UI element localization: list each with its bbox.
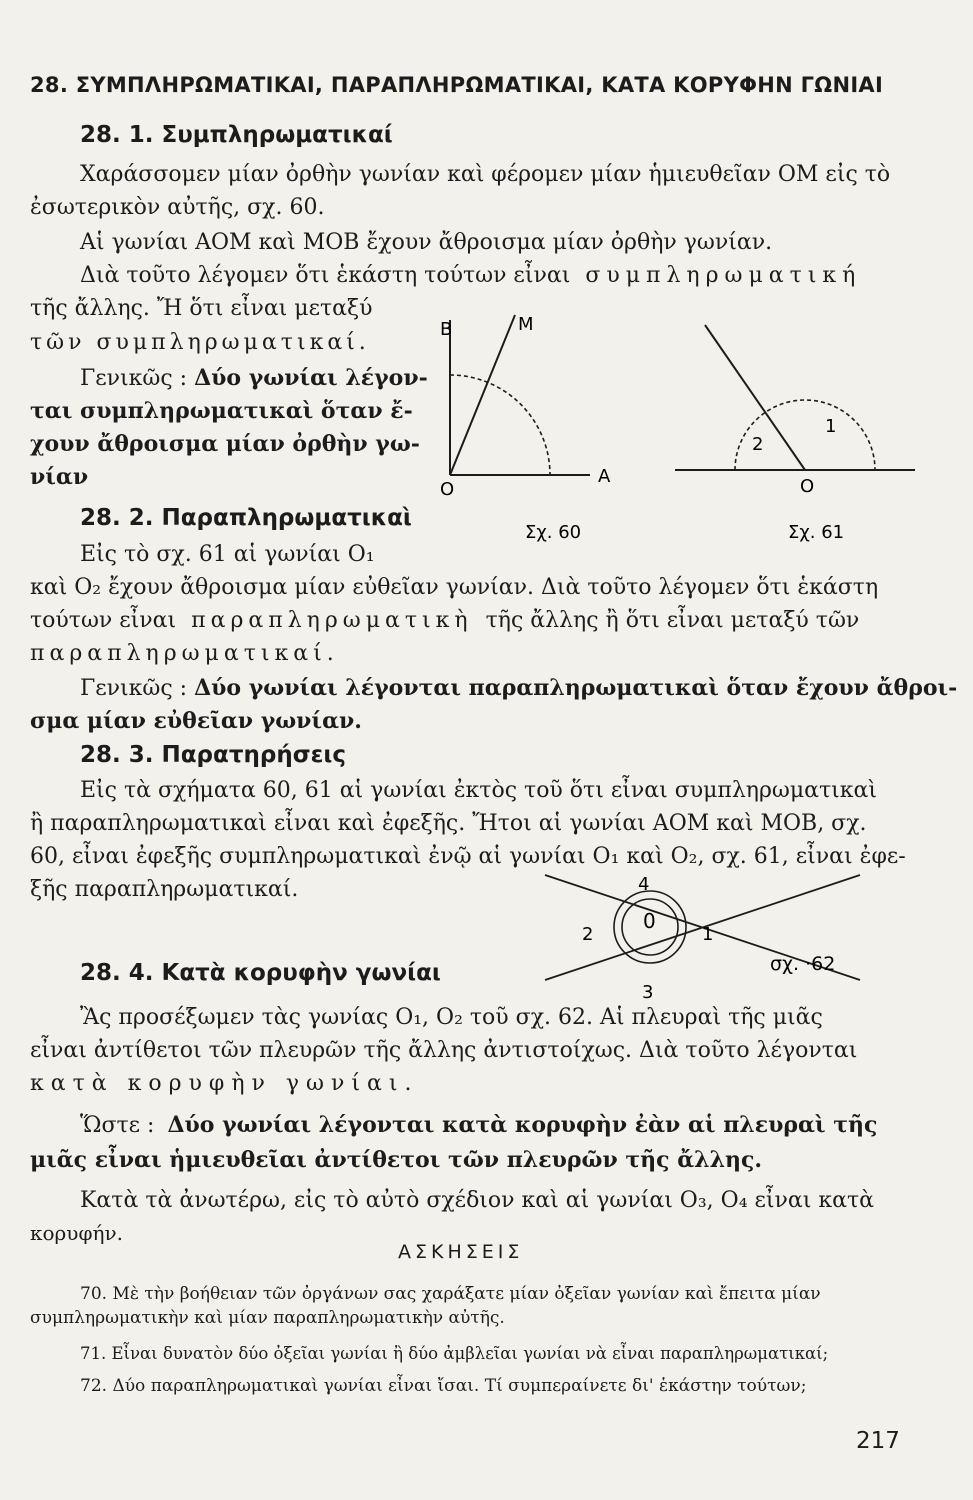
definition-text: Δύο γωνίαι λέγον-: [194, 365, 428, 391]
definition-line: [80, 673, 957, 704]
spaced-term: παραπληρωματικὴ: [191, 608, 473, 633]
definition-label: Ὥστε :: [80, 1113, 155, 1138]
label-1: 1: [702, 924, 714, 945]
paragraph-line: ξῆς παραπληρωματικαί.: [30, 877, 299, 902]
section-title-28-1: 28. 1. Συμπληρωματικαί: [80, 122, 393, 148]
label-m: M: [518, 314, 534, 335]
page-number: 217: [856, 1428, 900, 1454]
label-2: 2: [752, 434, 764, 455]
definition-line: [80, 1110, 877, 1141]
label-b: B: [440, 319, 453, 340]
definition-text: Δύο γωνίαι λέγονται παραπληρωματικαὶ ὅταν ἔχουν ἄθροι-: [194, 675, 958, 701]
definition-line: [80, 363, 428, 394]
section-title-28-4: 28. 4. Κατὰ κορυφὴν γωνίαι: [80, 960, 441, 986]
figure-62: [530, 870, 870, 1010]
figure-62-caption: σχ. ·62: [770, 953, 836, 975]
paragraph-line: Εἰς τὸ σχ. 61 αἱ γωνίαι O₁: [80, 542, 375, 567]
paragraph-line: 60, εἶναι ἐφεξῆς συμπληρωματικαὶ ἐνῷ αἱ γωνίαι O₁ καὶ O₂, σχ. 61, εἶναι ἐφε-: [30, 844, 906, 869]
section-title-28-3: 28. 3. Παρατηρήσεις: [80, 742, 347, 768]
text-span: Διὰ τοῦτο λέγομεν ὅτι ἑκάστη τούτων εἶναι: [80, 263, 571, 288]
spaced-term: συμπληρωματική: [585, 263, 862, 288]
label-center: 0: [643, 909, 656, 933]
exercise-71: 71. Εἶναι δυνατὸν δύο ὀξεῖαι γωνίαι ἢ δύο ἀμβλεῖαι γωνίαι νὰ εἶναι παραπληρωματικαί;: [80, 1344, 829, 1363]
definition-label: Γενικῶς :: [80, 676, 188, 701]
label-3: 3: [642, 982, 654, 1003]
paragraph-line: [80, 261, 861, 291]
exercise-70-cont: συμπληρωματικὴν καὶ μίαν παραπληρωματικὴν αὐτῆς.: [30, 1308, 505, 1328]
text-span: τῆς ἄλλης ἢ ὅτι εἶναι μεταξύ τῶν: [485, 608, 860, 633]
definition-line: χουν ἄθροισμα μίαν ὀρθὴν γω-: [30, 431, 420, 457]
figure-60: [430, 300, 670, 550]
definition-text: Δύο γωνίαι λέγονται κατὰ κορυφὴν ἐὰν αἱ πλευραὶ τῆς: [167, 1112, 878, 1138]
figure-61: [670, 320, 920, 550]
ray-om: [450, 315, 515, 475]
paragraph-line: κορυφήν.: [30, 1221, 123, 1245]
label-o: O: [800, 476, 815, 497]
paragraph-line: καὶ O₂ ἔχουν ἄθροισμα μίαν εὐθεῖαν γωνίαν. Διὰ τοῦτο λέγομεν ὅτι ἑκάστη: [30, 575, 879, 600]
paragraph-line: ἐσωτερικὸν αὐτῆς, σχ. 60.: [30, 195, 325, 220]
label-o: O: [440, 479, 455, 500]
label-2: 2: [582, 924, 594, 945]
label-1: 1: [825, 416, 837, 437]
paragraph-line: Εἰς τὰ σχήματα 60, 61 αἱ γωνίαι ἐκτὸς τοῦ ὅτι εἶναι συμπληρωματικαὶ: [80, 778, 878, 803]
paragraph-line: Αἱ γωνίαι ΑΟΜ καὶ ΜΟΒ ἔχουν ἄθροισμα μίαν ὀρθὴν γωνίαν.: [80, 230, 773, 255]
exercise-70: 70. Μὲ τὴν βοήθειαν τῶν ὀργάνων σας χαράξατε μίαν ὀξεῖαν γωνίαν καὶ ἔπειτα μίαν: [80, 1284, 821, 1304]
exercises-heading: ΑΣΚΗΣΕΙΣ: [398, 1241, 524, 1263]
definition-label: Γενικῶς :: [80, 366, 188, 391]
figure-61-caption: Σχ. 61: [788, 522, 845, 543]
text-span: τούτων εἶναι: [30, 608, 177, 633]
paragraph-line: Ἂς προσέξωμεν τὰς γωνίας O₁, O₂ τοῦ σχ. 62. Αἱ πλευραὶ τῆς μιᾶς: [80, 1005, 823, 1030]
label-4: 4: [638, 874, 650, 895]
spaced-term: παραπληρωματικαί.: [30, 641, 339, 666]
paragraph-line: [30, 606, 859, 636]
definition-line: νίαν: [30, 464, 89, 490]
paragraph-line: τῆς ἄλλης. Ἤ ὅτι εἶναι μεταξύ: [30, 296, 373, 321]
paragraph-line: Χαράσσομεν μίαν ὀρθὴν γωνίαν καὶ φέρομεν μίαν ἡμιευθεῖαν ΟΜ εἰς τὸ: [80, 162, 891, 187]
chapter-header: 28. ΣΥΜΠΛΗΡΩΜΑΤΙΚΑΙ, ΠΑΡΑΠΛΗΡΩΜΑΤΙΚΑΙ, ΚΑΤΑ ΚΟΡΥΦΗΝ ΓΩΝΙΑΙ: [30, 73, 884, 97]
right-angle-arc: [450, 375, 550, 475]
paragraph-line: ἢ παραπληρωματικαὶ εἶναι καὶ ἐφεξῆς. Ἤτοι αἱ γωνίαι ΑΟΜ καὶ ΜΟΒ, σχ.: [30, 811, 867, 836]
spaced-term: κατὰ κορυφὴν γωνίαι.: [30, 1071, 419, 1096]
definition-line: ται συμπληρωματικαὶ ὅταν ἔ-: [30, 398, 413, 424]
paragraph-line: Κατὰ τὰ ἀνωτέρω, εἰς τὸ αὐτὸ σχέδιον καὶ αἱ γωνίαι O₃, O₄ εἶναι κατὰ: [80, 1188, 875, 1213]
figure-60-caption: Σχ. 60: [525, 522, 582, 543]
definition-line: σμα μίαν εὐθεῖαν γωνίαν.: [30, 708, 362, 734]
exercise-72: 72. Δύο παραπληρωματικαὶ γωνίαι εἶναι ἴσαι. Τί συμπεραίνετε δι' ἑκάστην τούτων;: [80, 1376, 807, 1396]
section-title-28-2: 28. 2. Παραπληρωματικαὶ: [80, 505, 412, 531]
definition-line: μιᾶς εἶναι ἡμιευθεῖαι ἀντίθετοι τῶν πλευρῶν τῆς ἄλλης.: [30, 1147, 763, 1173]
paragraph-line: εἶναι ἀντίθετοι τῶν πλευρῶν τῆς ἄλλης ἀντιστοίχως. Διὰ τοῦτο λέγονται: [30, 1038, 858, 1063]
label-a: A: [598, 466, 611, 487]
spaced-term: τῶν συμπληρωματικαί.: [30, 330, 370, 355]
